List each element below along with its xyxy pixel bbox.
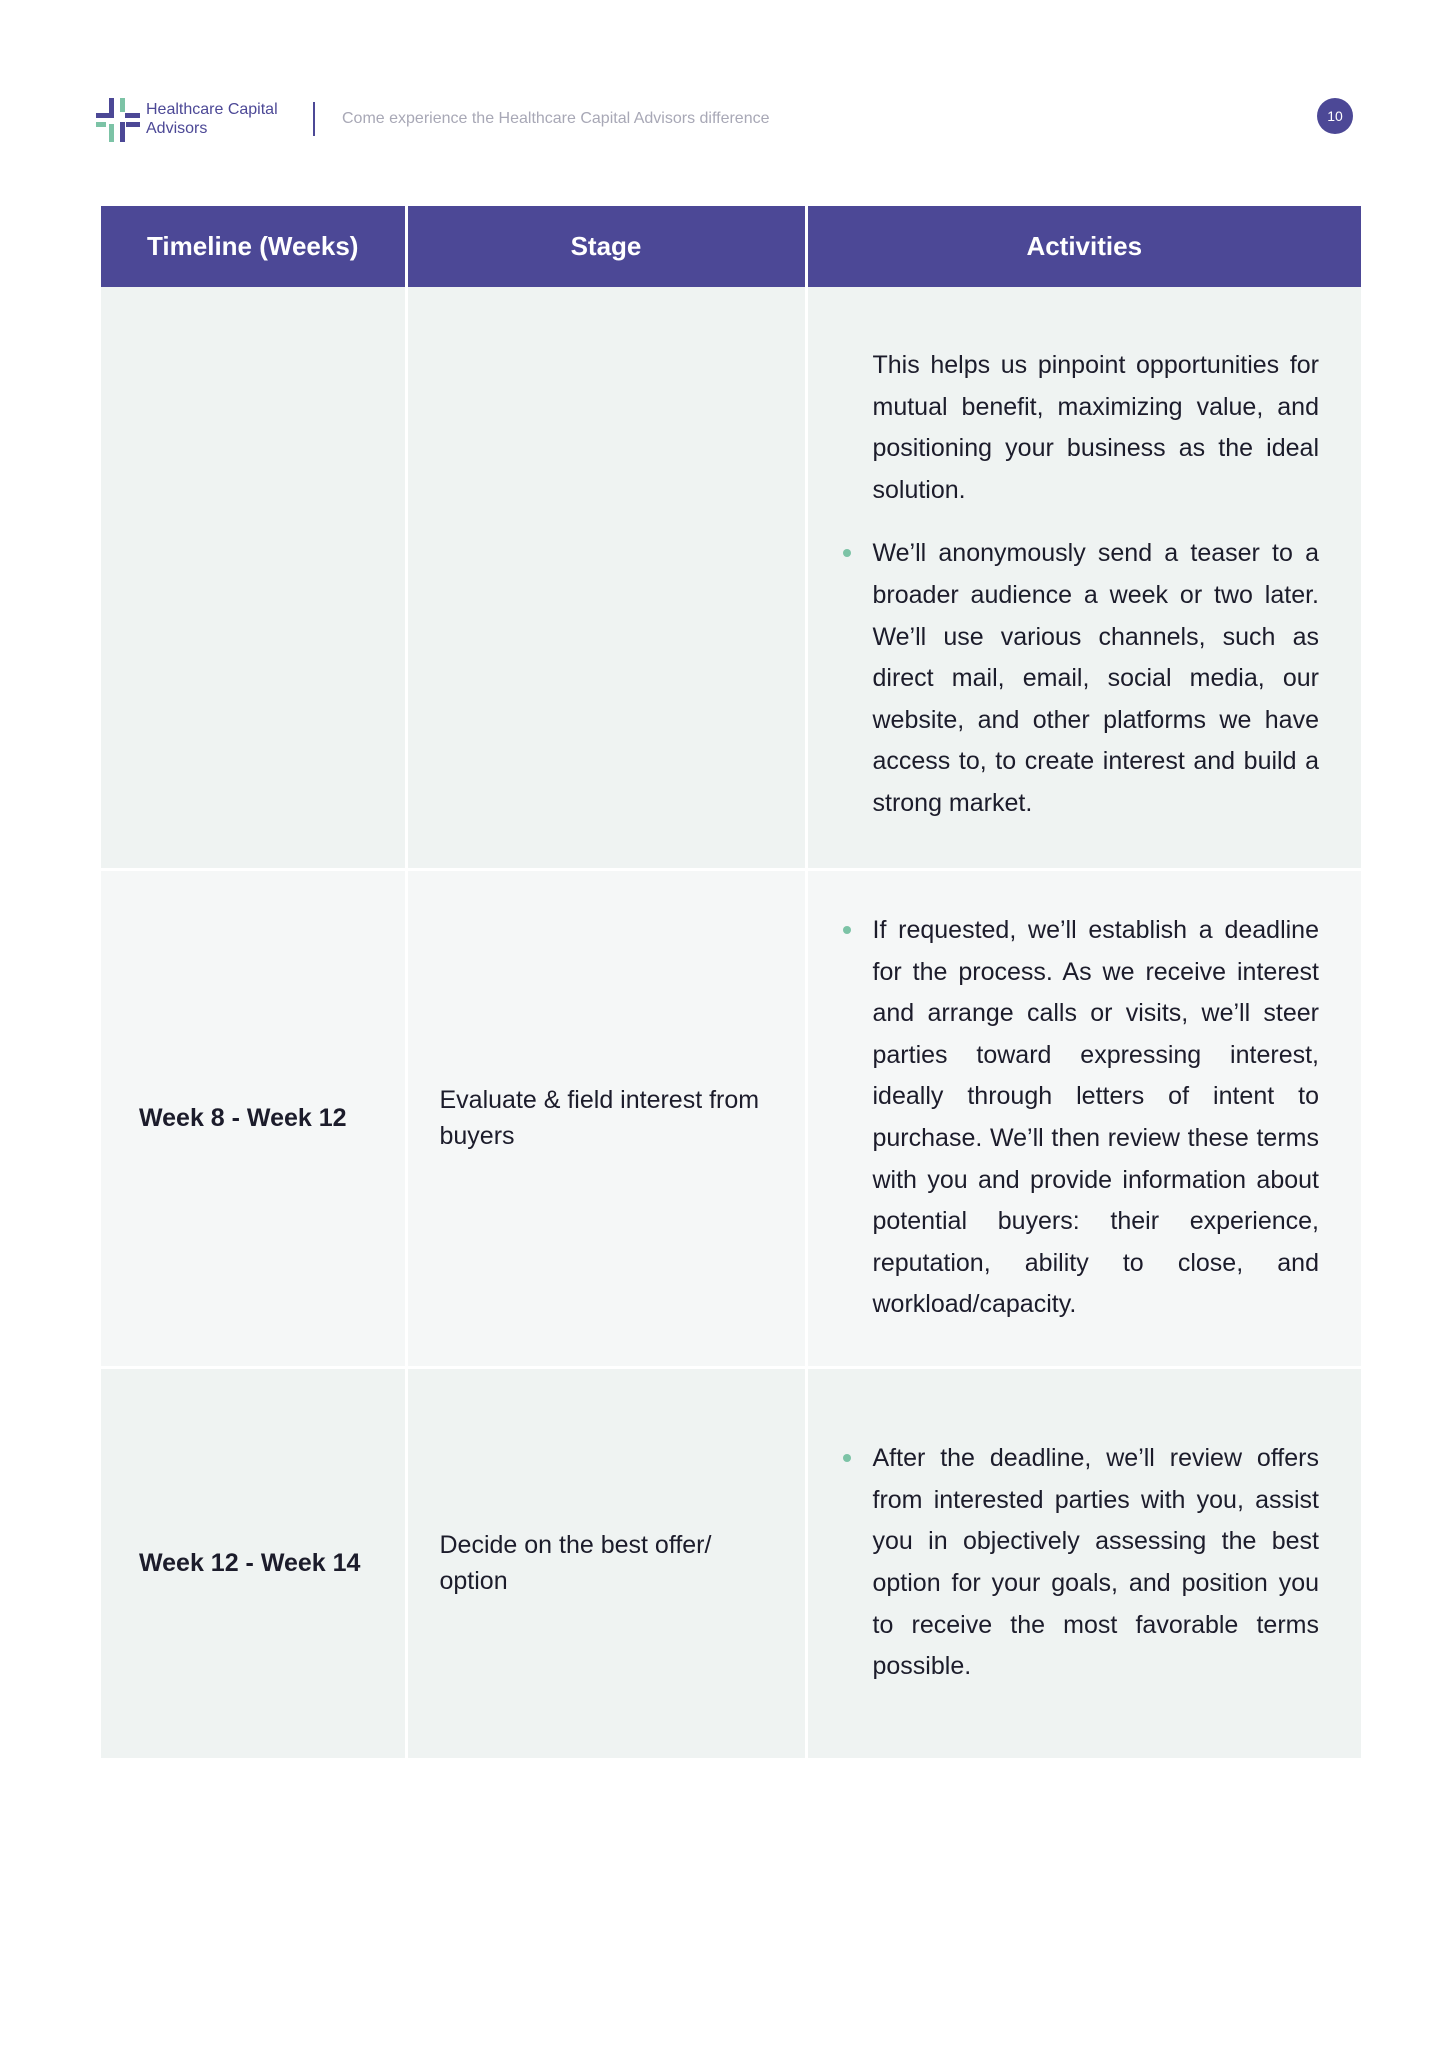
brand-name [146, 100, 278, 138]
column-header-timeline: Timeline (Weeks) [101, 206, 406, 287]
stage-cell [406, 287, 806, 869]
timeline-cell [101, 287, 406, 869]
activity-paragraph: This helps us pinpoint opportunities for mutual benefit, maximizing value, and positioning your business as the ideal solution. [872, 351, 1319, 504]
table-row [101, 287, 1361, 869]
header-divider [313, 102, 315, 136]
activity-bullet [873, 1438, 1320, 1688]
activities-cell [806, 287, 1361, 869]
table-row [101, 1367, 1361, 1759]
brand-line-2: Advisors [146, 120, 208, 137]
bullet-dot-icon [843, 549, 851, 557]
brand-line-1: Healthcare Capital [146, 101, 278, 118]
activities-cell [806, 1367, 1361, 1759]
column-header-activities: Activities [806, 206, 1361, 287]
page-number-badge: 10 [1317, 98, 1353, 134]
table-row [101, 869, 1361, 1367]
timeline-cell: Week 12 - Week 14 [101, 1367, 406, 1759]
plus-cross-logo-icon [96, 98, 140, 142]
stage-cell: Evaluate & field interest from buyers [406, 869, 806, 1367]
tagline: Come experience the Healthcare Capital Advisors difference [342, 110, 770, 127]
activity-bullet-text: If requested, we’ll establish a deadline for the process. As we receive interest and arrange calls or visits, we’ll steer parties toward expressing interest, ideally through letters of intent to purchase. We’ll then review these terms with you and provide information about potential buyers: their experience, reputation, ability to close, and workload/capacity. [872, 916, 1319, 1319]
bullet-dot-icon [843, 926, 851, 934]
stage-cell: Decide on the best offer/ option [406, 1367, 806, 1759]
page-header [96, 96, 1353, 144]
activity-bullet-text: After the deadline, we’ll review offers from interested parties with you, assist you in objectively assessing the best option for your goals, and position you to receive the most favorable terms possible. [872, 1444, 1319, 1681]
timeline-cell: Week 8 - Week 12 [101, 869, 406, 1367]
activity-bullet-text: We’ll anonymously send a teaser to a broader audience a week or two later. We’ll use various channels, such as direct mail, email, social media, our website, and other platforms we have access to, to create interest and build a strong market. [872, 539, 1319, 817]
activities-cell [806, 869, 1361, 1367]
table-header-row [101, 206, 1361, 287]
bullet-dot-icon [843, 1454, 851, 1462]
activity-bullet [873, 910, 1320, 1326]
activity-bullet [873, 533, 1320, 824]
column-header-stage: Stage [406, 206, 806, 287]
timeline-table [101, 206, 1361, 1761]
